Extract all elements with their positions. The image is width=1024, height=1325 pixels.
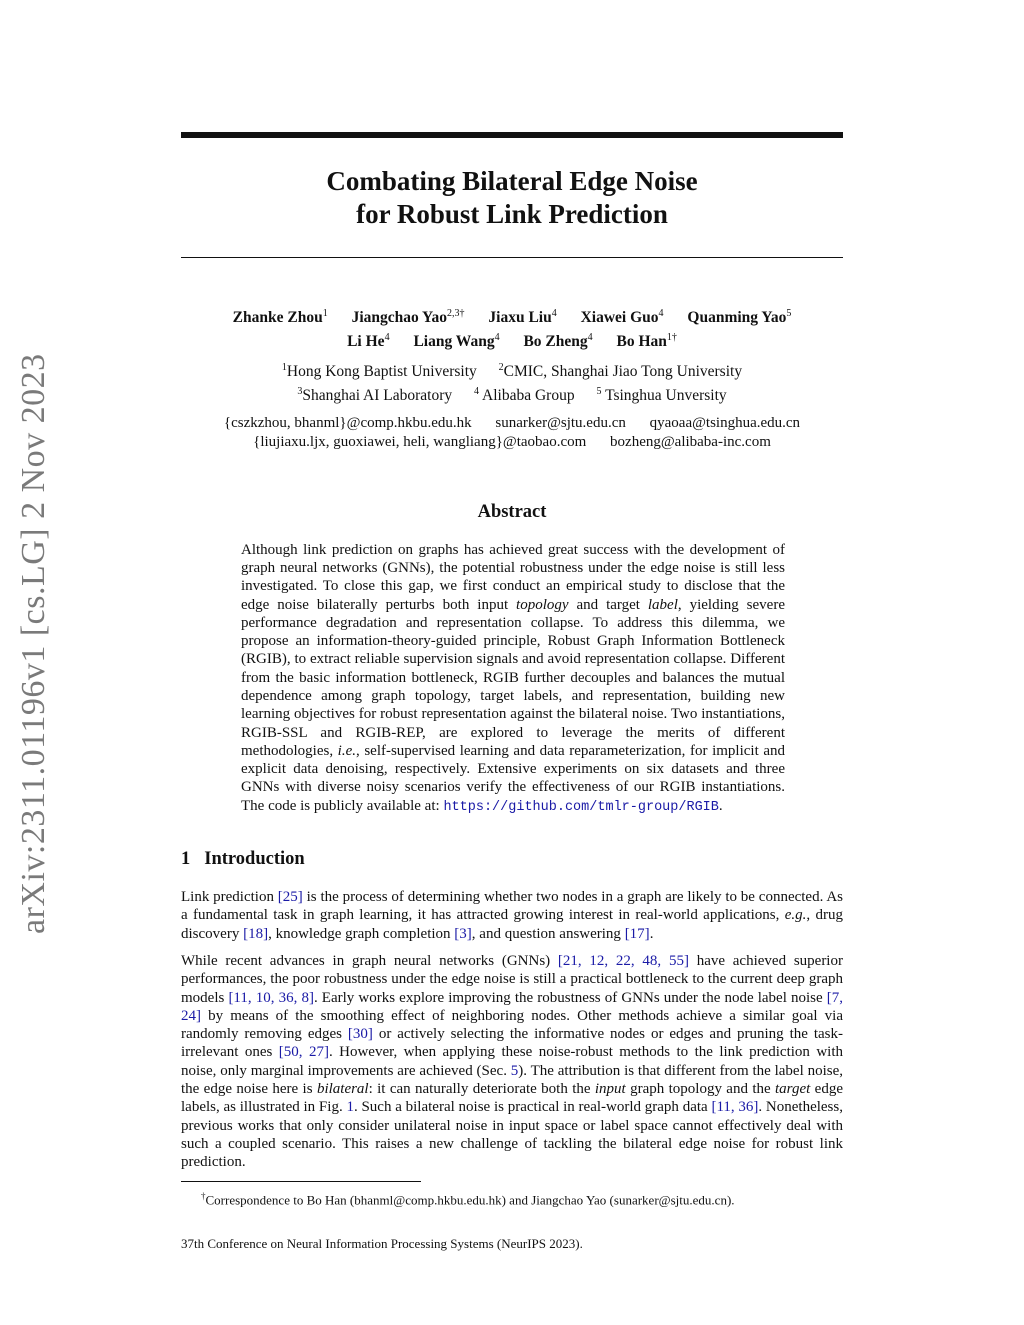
paper-page [181, 132, 843, 1252]
emphasis: topology [516, 596, 569, 613]
author: Zhanke Zhou$^1$ [232, 308, 328, 327]
venue-note: 37th Conference on Neural Information Processing Systems (NeurIPS 2023). [181, 1235, 583, 1251]
email-list [181, 414, 843, 452]
author: Liang Wang$^4$ [413, 332, 500, 351]
email-address: {liujiaxu.ljx, guoxiawei, heli, wangliang}@taobao.com [253, 433, 587, 450]
emphasis: e.g. [784, 907, 807, 924]
paper-title [181, 165, 843, 231]
author: Bo Han$^{1\dagger}$ [616, 332, 677, 351]
email-row-1 [181, 414, 843, 433]
affiliation-list [181, 358, 843, 404]
author: Quanming Yao$^5$ [687, 308, 792, 327]
emphasis: bilateral [316, 1081, 369, 1098]
section-reference-link[interactable]: 5 [510, 1062, 519, 1079]
footnote-rule [181, 1181, 421, 1182]
title-top-rule [181, 132, 843, 138]
emphasis: i.e. [337, 742, 356, 759]
author: Xiawei Guo$^4$ [580, 308, 664, 327]
title-bottom-rule [181, 257, 843, 258]
affiliation: $^2$CMIC, Shanghai Jiao Tong University [498, 362, 743, 381]
citation-link[interactable]: [50, 27] [278, 1044, 329, 1061]
footnote: †Correspondence to Bo Han (bhanml@comp.hkbu.edu.hk) and Jiangchao Yao (sunarker@sjtu.edu.cn). [201, 1190, 735, 1207]
author-row-1 [181, 304, 843, 328]
author-row-2 [181, 328, 843, 352]
citation-link[interactable]: [30] [347, 1026, 373, 1043]
citation-link[interactable]: [17] [624, 925, 650, 942]
code-link[interactable]: https://github.com/tmlr-group/RGIB [443, 799, 719, 815]
section-title: Introduction [204, 849, 305, 870]
email-address: qyaoaa@tsinghua.edu.cn [649, 414, 801, 431]
abstract-body: Although link prediction on graphs has achieved great success with the development of graph neural networks (GNNs), the potential robustness under the edge noise is still less investigated. To close this gap, we first conduct an empirical study to disclose that the edge noise bilaterally perturbs both input topology and target label, yielding severe performance degradation and representation collapse. To address this dilemma, we propose an information-theory-guided principle, Robust Graph Information Bottleneck (RGIB), to extract reliable supervision signals and avoid representation collapse. Different from the basic information bottleneck, RGIB further decouples and balances the mutual dependence among graph topology, target labels, and representation, building new learning objectives for robust representation against the bilateral noise. Two instantiations, RGIB-SSL and RGIB-REP, are explored to leverage the merits of different methodologies, i.e., self-supervised learning and data reparameterization, for implicit and explicit data denoising, respectively. Extensive experiments on six datasets and three GNNs with diverse noisy scenarios verify the effectiveness of our RGIB instantiations. The code is publicly available at: https://github.com/tmlr-group/RGIB. [241, 541, 785, 815]
abstract-heading: Abstract [477, 501, 547, 522]
affiliation: $^1$Hong Kong Baptist University [281, 362, 477, 381]
footnote-mark: † [201, 1190, 206, 1201]
affiliation: $^5$ Tsinghua Unversity [596, 385, 727, 404]
arxiv-identifier: arXiv:2311.01196v1 [cs.LG] 2 Nov 2023 [15, 353, 52, 935]
emphasis: label [647, 596, 678, 613]
author: Li He$^4$ [347, 332, 390, 351]
intro-paragraph-2: While recent advances in graph neural networks (GNNs) [21, 12, 22, 48, 55] have achieved superior performances, the poor robustness under the edge noise is still a practical bottleneck to the current deep graph models [11, 10, 36, 8]. Early works explore improving the robustness of GNNs under the node label noise [7, 24] by means of the smoothing effect of neighboring nodes. Other methods achieve a similar goal via randomly removing edges [30] or actively selecting the informative nodes or edges and pruning the task-irrelevant ones [50, 27]. However, when applying these noise-robust methods to the link prediction with noise, only marginal improvements are achieved (Sec. 5). The attribution is that different from the label noise, the edge noise here is bilateral: it can naturally deteriorate both the input graph topology and the target edge labels, as illustrated in Fig. 1. Such a bilateral noise is practical in real-world graph data [11, 36]. Nonetheless, previous works that only consider unilateral noise in input space or label space cannot effectively deal with such a coupled scenario. This raises a new challenge of tackling the bilateral edge noise for robust link prediction. [181, 952, 843, 1171]
citation-link[interactable]: [11, 10, 36, 8] [228, 989, 314, 1006]
emphasis: input [594, 1081, 626, 1098]
title-line-1: Combating Bilateral Edge Noise [326, 166, 698, 196]
email-address: bozheng@alibaba-inc.com [610, 433, 771, 450]
citation-link[interactable]: [25] [277, 889, 303, 906]
section-heading-introduction [181, 849, 843, 870]
title-line-2: for Robust Link Prediction [356, 199, 668, 229]
citation-link[interactable]: [7, 24] [181, 989, 843, 1024]
email-address: sunarker@sjtu.edu.cn [495, 414, 626, 431]
emphasis: target [775, 1081, 811, 1098]
author: Bo Zheng$^4$ [523, 332, 593, 351]
author: Jiaxu Liu$^4$ [488, 308, 557, 327]
section-number: 1 [181, 849, 191, 870]
figure-reference-link[interactable]: 1 [346, 1099, 354, 1116]
email-row-2 [181, 433, 843, 452]
citation-link[interactable]: [21, 12, 22, 48, 55] [557, 952, 689, 969]
author-list [181, 304, 843, 352]
affiliation-row-2 [181, 381, 843, 404]
intro-paragraph-1: Link prediction [25] is the process of determining whether two nodes in a graph are likely to be connected. As a fundamental task in graph learning, it has attracted growing interest in real-world applications, e.g., drug discovery [18], knowledge graph completion [3], and question answering [17]. [181, 889, 843, 942]
author: Jiangchao Yao$^{2,3\dagger}$ [351, 308, 465, 327]
citation-link[interactable]: [3] [454, 925, 472, 942]
citation-link[interactable]: [11, 36] [711, 1099, 759, 1116]
affiliation: $^3$Shanghai AI Laboratory [297, 385, 453, 404]
affiliation-row-1 [181, 358, 843, 381]
citation-link[interactable]: [18] [243, 925, 269, 942]
email-address: {cszkzhou, bhanml}@comp.hkbu.edu.hk [223, 414, 472, 431]
affiliation: $^4$ Alibaba Group [474, 385, 575, 404]
